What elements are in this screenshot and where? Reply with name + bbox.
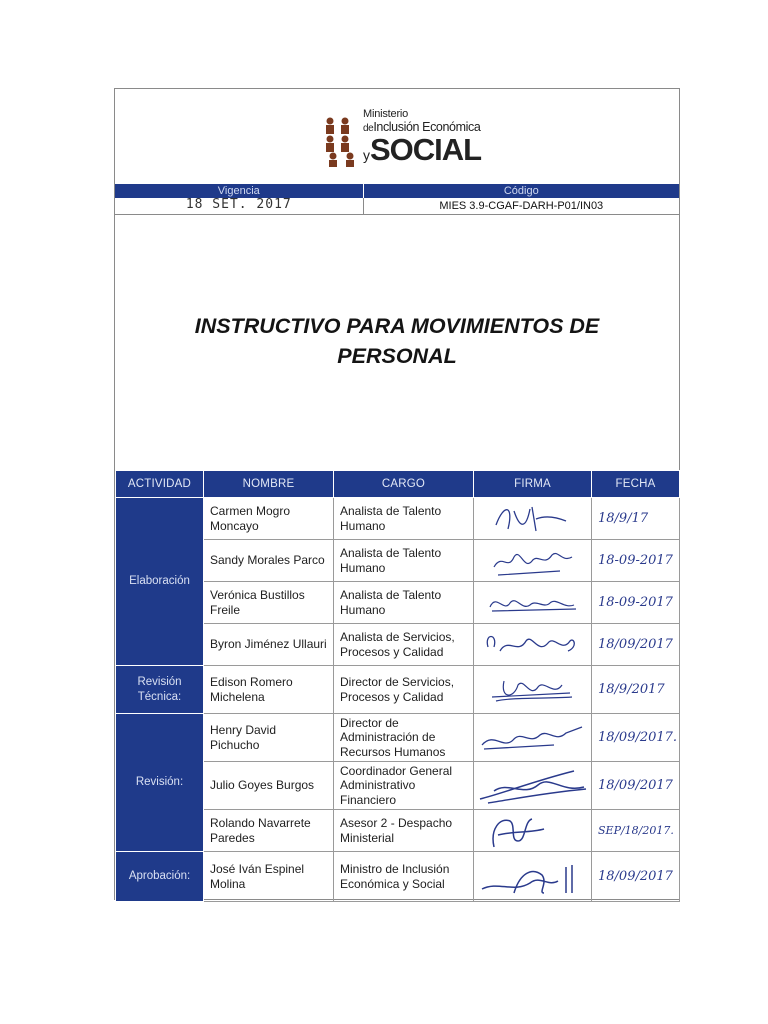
fecha-text: 18/09/2017: [598, 636, 673, 652]
header-cargo: CARGO: [334, 471, 474, 498]
codigo-label: Código: [363, 184, 679, 198]
meta-header-bar: [115, 184, 679, 198]
group-revision-tecnica: Revisión Técnica:: [116, 666, 204, 714]
meta-values-row: [115, 198, 679, 215]
nombre-cell: Henry David Pichucho: [204, 714, 334, 762]
signature: [474, 582, 592, 624]
logo-de: de: [363, 123, 374, 134]
nombre-cell: Byron Jiménez Ullauri: [204, 624, 334, 666]
cargo-cell: Director de Administración de Recursos Humanos: [334, 714, 474, 762]
signature: [474, 810, 592, 852]
table-row: [116, 714, 680, 762]
title-line-1: INSTRUCTIVO PARA MOVIMIENTOS DE: [194, 314, 600, 338]
cargo-cell: Ministro de Inclusión Económica y Social: [334, 852, 474, 902]
logo-wordmark: [363, 109, 481, 165]
logo-line-social: [363, 134, 481, 165]
fecha-text: 18-09-2017: [598, 552, 673, 568]
fecha-cell: [592, 540, 680, 582]
cargo-cell: Asesor 2 - Despacho Ministerial: [334, 810, 474, 852]
document-title: [115, 311, 679, 371]
vigencia-stamp: 18 SET. 2017: [185, 198, 292, 212]
fecha-cell: [592, 762, 680, 810]
table-row: [116, 666, 680, 714]
nombre-cell: Julio Goyes Burgos: [204, 762, 334, 810]
cargo-cell: Director de Servicios, Procesos y Calidad: [334, 666, 474, 714]
logo-line-ministerio: Ministerio: [363, 108, 409, 120]
fecha-cell: [592, 810, 680, 852]
fecha-text: 18/09/2017.: [598, 729, 678, 745]
signature: [474, 624, 592, 666]
ministry-logo: [323, 107, 523, 187]
nombre-cell: Verónica Bustillos Freile: [204, 582, 334, 624]
logo-social: SOCIAL: [370, 132, 482, 167]
header-firma: FIRMA: [474, 471, 592, 498]
fecha-cell: [592, 582, 680, 624]
fecha-text: 18/09/2017: [598, 777, 673, 793]
nombre-cell: Edison Romero Michelena: [204, 666, 334, 714]
nombre-cell: José Iván Espinel Molina: [204, 852, 334, 902]
fecha-text: 18/9/17: [598, 510, 649, 526]
signature: [474, 498, 592, 540]
group-aprobacion: Aprobación:: [116, 852, 204, 902]
table-row: [116, 852, 680, 902]
signature: [474, 762, 592, 810]
header-nombre: NOMBRE: [204, 471, 334, 498]
signature: [474, 714, 592, 762]
cargo-cell: Analista de Talento Humano: [334, 582, 474, 624]
vigencia-label: Vigencia: [217, 185, 260, 197]
nombre-cell: Rolando Navarrete Paredes: [204, 810, 334, 852]
group-elaboracion: Elaboración: [116, 498, 204, 666]
fecha-text: SEP/18/2017.: [598, 823, 674, 837]
group-revision: Revisión:: [116, 714, 204, 852]
cargo-cell: Analista de Talento Humano: [334, 540, 474, 582]
nombre-cell: Sandy Morales Parco: [204, 540, 334, 582]
signature-table: [115, 470, 680, 902]
fecha-cell: [592, 666, 680, 714]
fecha-cell: [592, 714, 680, 762]
table-header-row: [116, 471, 680, 498]
header-fecha: FECHA: [592, 471, 680, 498]
table-row: [116, 498, 680, 540]
fecha-cell: [592, 498, 680, 540]
fecha-cell: [592, 624, 680, 666]
nombre-cell: Carmen Mogro Moncayo: [204, 498, 334, 540]
title-line-2: PERSONAL: [337, 344, 457, 368]
logo-y: y: [363, 147, 370, 163]
signature: [474, 852, 592, 902]
cargo-cell: Analista de Servicios, Procesos y Calidad: [334, 624, 474, 666]
fecha-text: 18/09/2017: [598, 868, 673, 884]
signature: [474, 666, 592, 714]
cargo-cell: Coordinador General Administrativo Financiero: [334, 762, 474, 810]
fecha-text: 18/9/2017: [598, 681, 665, 697]
codigo-value: MIES 3.9-CGAF-DARH-P01/IN03: [363, 198, 679, 214]
document-page: [114, 88, 680, 900]
people-logo-icon: [323, 115, 359, 167]
fecha-text: 18-09-2017: [598, 594, 673, 610]
fecha-cell: [592, 852, 680, 902]
signature: [474, 540, 592, 582]
cargo-cell: Analista de Talento Humano: [334, 498, 474, 540]
logo-inclusion-economica: Inclusión Económica: [373, 120, 481, 134]
header-actividad: ACTIVIDAD: [116, 471, 204, 498]
